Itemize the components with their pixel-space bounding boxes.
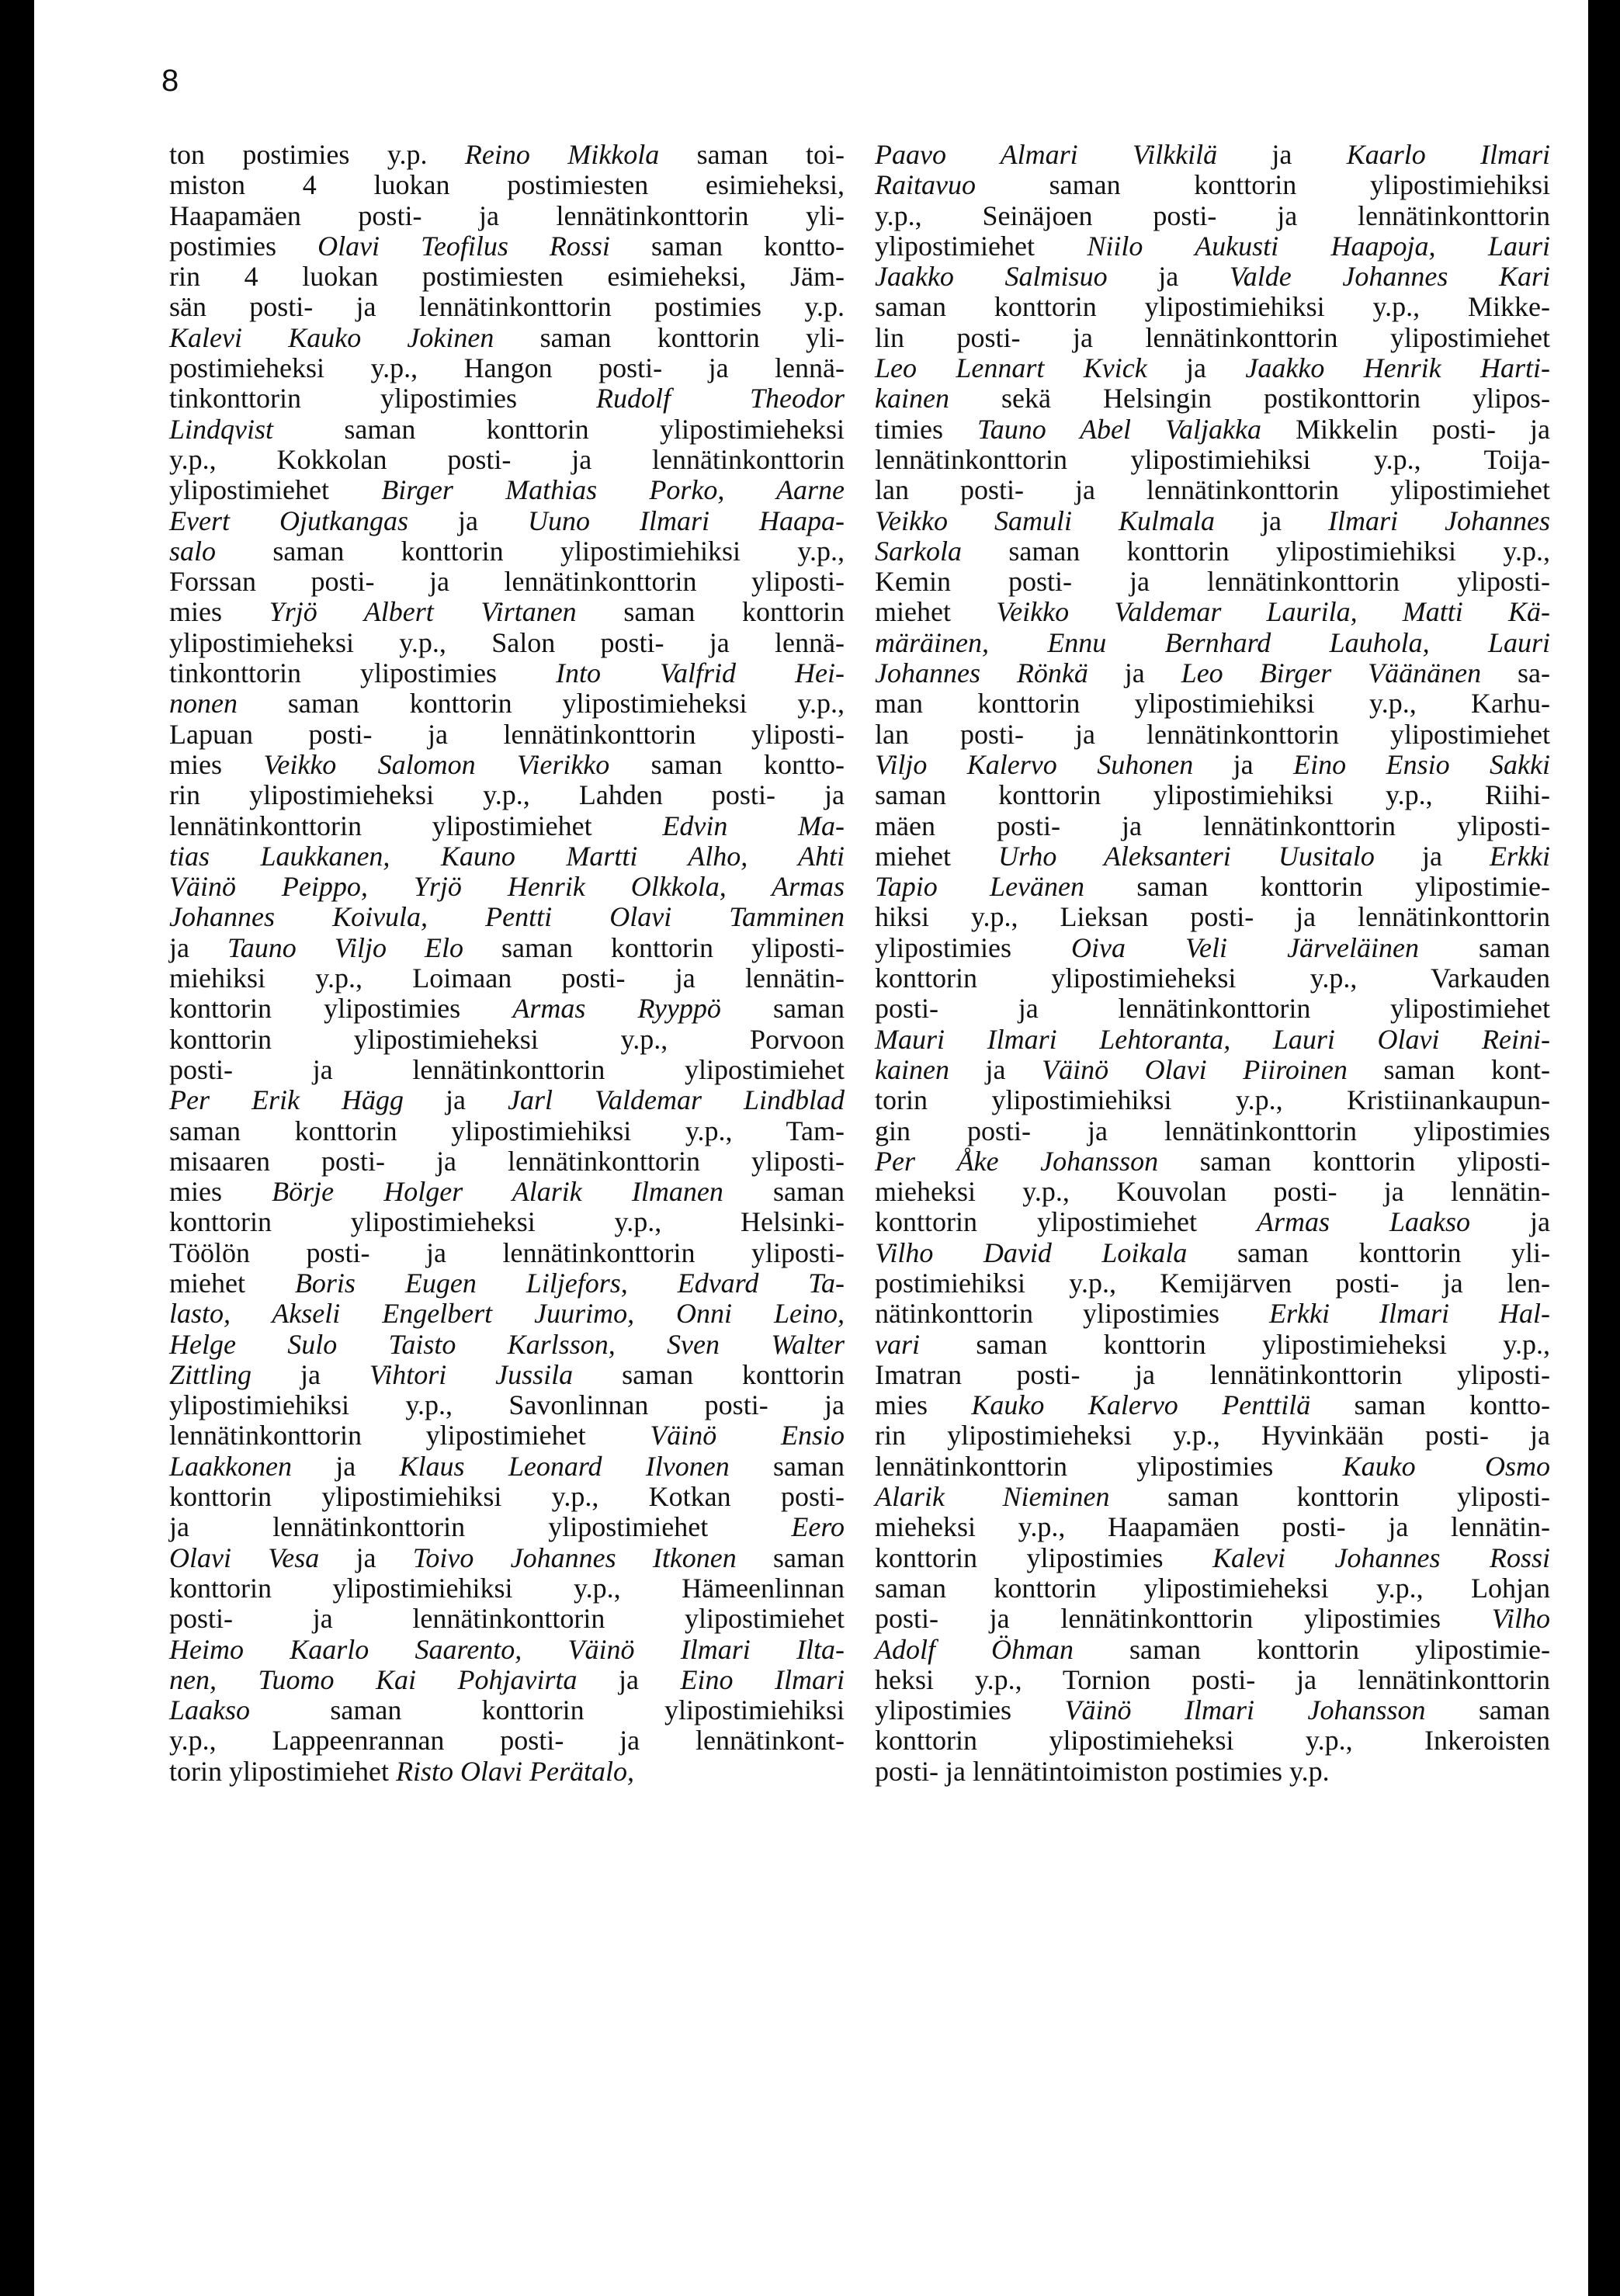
text-line: nen, Tuomo Kai Pohjavirta ja Eino Ilmari xyxy=(169,1663,845,1695)
text-line: Sarkola saman konttorin ylipostimiehiksi y.p., xyxy=(875,535,1550,567)
text-line: torin ylipostimiehiksi y.p., Kristiinankaupun- xyxy=(875,1084,1550,1116)
text-line: sän posti- ja lennätinkonttorin postimies y.p. xyxy=(169,291,845,323)
text-line: saman konttorin ylipostimiehiksi y.p., Tam- xyxy=(169,1115,845,1146)
text-line: Viljo Kalervo Suhonen ja Eino Ensio Sakki xyxy=(875,748,1550,780)
text-line: postimieheksi y.p., Hangon posti- ja lennä- xyxy=(169,352,845,384)
text-line: mieheksi y.p., Haapamäen posti- ja lennätin- xyxy=(875,1511,1550,1543)
text-line: lennätinkonttorin ylipostimiehiksi y.p., Toija- xyxy=(875,443,1550,475)
text-line: Laakkonen ja Klaus Leonard Ilvonen saman xyxy=(169,1450,845,1482)
text-line: ylipostimiehet Birger Mathias Porko, Aarne xyxy=(169,474,845,506)
text-line: miehet Boris Eugen Liljefors, Edvard Ta- xyxy=(169,1267,845,1299)
text-line: lennätinkonttorin ylipostimiehet Väinö Ensio xyxy=(169,1420,845,1451)
text-line: Jaakko Salmisuo ja Valde Johannes Kari xyxy=(875,261,1550,293)
text-line: Per Erik Hägg ja Jarl Valdemar Lindblad xyxy=(169,1084,845,1116)
text-column-left xyxy=(169,140,845,1787)
scan-border-right xyxy=(1588,0,1620,2296)
text-line: konttorin ylipostimieheksi y.p., Varkauden xyxy=(875,962,1550,994)
text-line: Alarik Nieminen saman konttorin yliposti- xyxy=(875,1481,1551,1513)
text-line: Imatran posti- ja lennätinkonttorin yliposti- xyxy=(875,1358,1550,1390)
text-line: saman konttorin ylipostimieheksi y.p., Lohjan xyxy=(875,1572,1550,1604)
text-line: rin ylipostimieheksi y.p., Hyvinkään posti- ja xyxy=(875,1420,1550,1451)
text-line: tias Laukkanen, Kauno Martti Alho, Ahti xyxy=(169,840,845,872)
text-line: lan posti- ja lennätinkonttorin ylipostimiehet xyxy=(875,474,1550,506)
text-line: konttorin ylipostimieheksi y.p., Helsinki- xyxy=(169,1206,845,1238)
page-number: 8 xyxy=(161,64,179,98)
text-line: Zittling ja Vihtori Jussila saman konttorin xyxy=(169,1358,845,1390)
text-line: nonen saman konttorin ylipostimieheksi y.p., xyxy=(169,688,845,720)
text-line: Heimo Kaarlo Saarento, Väinö Ilmari Ilta- xyxy=(169,1633,845,1665)
text-line: y.p., Seinäjoen posti- ja lennätinkonttorin xyxy=(875,199,1550,231)
text-line: ylipostimiehet Niilo Aukusti Haapoja, Lauri xyxy=(875,230,1550,262)
text-line: mies Veikko Salomon Vierikko saman kontto- xyxy=(169,748,845,780)
text-line: konttorin ylipostimiehet Armas Laakso ja xyxy=(875,1206,1550,1238)
text-line: vari saman konttorin ylipostimieheksi y.p., xyxy=(875,1328,1550,1360)
scan-border-left xyxy=(0,0,34,2296)
text-line: märäinen, Ennu Bernhard Lauhola, Lauri xyxy=(875,626,1550,658)
text-line: Laakso saman konttorin ylipostimiehiksi xyxy=(169,1694,845,1726)
text-line: Evert Ojutkangas ja Uuno Ilmari Haapa- xyxy=(169,505,845,536)
text-line: posti- ja lennätinkonttorin ylipostimiehet xyxy=(875,993,1550,1025)
text-line: posti- ja lennätinkonttorin ylipostimies Vilho xyxy=(875,1603,1550,1635)
text-line: saman konttorin ylipostimiehiksi y.p., Riihi- xyxy=(875,779,1550,811)
text-line: saman konttorin ylipostimiehiksi y.p., Mikke- xyxy=(875,291,1550,323)
text-line: Johannes Koivula, Pentti Olavi Tamminen xyxy=(169,901,845,933)
text-line: Lindqvist saman konttorin ylipostimieheksi xyxy=(169,413,845,445)
text-line: Johannes Rönkä ja Leo Birger Väänänen sa- xyxy=(875,657,1551,689)
text-line: Kalevi Kauko Jokinen saman konttorin yli- xyxy=(169,321,845,353)
text-line: Väinö Peippo, Yrjö Henrik Olkkola, Armas xyxy=(169,871,845,903)
text-line: hiksi y.p., Lieksan posti- ja lennätinkonttorin xyxy=(875,901,1550,933)
text-line: miehiksi y.p., Loimaan posti- ja lennätin- xyxy=(169,962,845,994)
text-line: Helge Sulo Taisto Karlsson, Sven Walter xyxy=(169,1328,845,1360)
text-line: y.p., Lappeenrannan posti- ja lennätinkont- xyxy=(169,1725,845,1757)
text-line: Per Åke Johansson saman konttorin yliposti- xyxy=(875,1145,1550,1177)
text-line: rin ylipostimieheksi y.p., Lahden posti- ja xyxy=(169,779,845,811)
text-line: Haapamäen posti- ja lennätinkonttorin yli- xyxy=(169,199,845,231)
text-line: mäen posti- ja lennätinkonttorin yliposti- xyxy=(875,810,1550,841)
text-line: Raitavuo saman konttorin ylipostimiehiksi xyxy=(875,169,1550,201)
text-line: lan posti- ja lennätinkonttorin ylipostimiehet xyxy=(875,718,1550,750)
text-line: konttorin ylipostimies Armas Ryyppö saman xyxy=(169,993,845,1025)
text-line: Paavo Almari Vilkkilä ja Kaarlo Ilmari xyxy=(875,139,1550,170)
text-line: Tapio Levänen saman konttorin ylipostimie- xyxy=(875,871,1550,903)
text-line: Forssan posti- ja lennätinkonttorin yliposti- xyxy=(169,566,845,598)
text-line: lin posti- ja lennätinkonttorin ylipostimiehet xyxy=(875,321,1550,353)
text-line: mies Yrjö Albert Virtanen saman konttorin xyxy=(169,596,845,628)
text-line: Adolf Öhman saman konttorin ylipostimie- xyxy=(875,1633,1551,1665)
text-column-right xyxy=(875,140,1550,1787)
text-line: mieheksi y.p., Kouvolan posti- ja lennätin- xyxy=(875,1176,1550,1208)
text-line: konttorin ylipostimies Kalevi Johannes Rossi xyxy=(875,1542,1550,1573)
text-line: mies Börje Holger Alarik Ilmanen saman xyxy=(169,1176,845,1208)
text-line: Kemin posti- ja lennätinkonttorin yliposti- xyxy=(875,566,1550,598)
text-line: lennätinkonttorin ylipostimiehet Edvin Ma- xyxy=(169,810,845,841)
text-line: kainen ja Väinö Olavi Piiroinen saman kont- xyxy=(875,1053,1551,1085)
text-line: Vilho David Loikala saman konttorin yli- xyxy=(875,1236,1550,1268)
text-line: tinkonttorin ylipostimies Into Valfrid Hei- xyxy=(169,657,845,689)
text-line: ton postimies y.p. Reino Mikkola saman toi- xyxy=(169,139,845,170)
text-line: man konttorin ylipostimiehiksi y.p., Karhu- xyxy=(875,688,1550,720)
text-line: postimiehiksi y.p., Kemijärven posti- ja len- xyxy=(875,1267,1550,1299)
text-line: konttorin ylipostimieheksi y.p., Inkeroisten xyxy=(875,1725,1550,1757)
text-line: miehet Urho Aleksanteri Uusitalo ja Erkki xyxy=(875,840,1551,872)
text-line: Olavi Vesa ja Toivo Johannes Itkonen saman xyxy=(169,1542,845,1573)
text-line: lasto, Akseli Engelbert Juurimo, Onni Leino, xyxy=(169,1298,845,1330)
text-line: Töölön posti- ja lennätinkonttorin yliposti- xyxy=(169,1236,845,1268)
text-line: rin 4 luokan postimiesten esimieheksi, Jäm- xyxy=(169,261,845,293)
text-line: gin posti- ja lennätinkonttorin ylipostimies xyxy=(875,1115,1550,1146)
text-line: misaaren posti- ja lennätinkonttorin yliposti- xyxy=(169,1145,845,1177)
text-line: mies Kauko Kalervo Penttilä saman kontto- xyxy=(875,1389,1550,1421)
text-line: salo saman konttorin ylipostimiehiksi y.p., xyxy=(169,535,845,567)
text-line: ylipostimieheksi y.p., Salon posti- ja lennä- xyxy=(169,626,845,658)
text-line: nätinkonttorin ylipostimies Erkki Ilmari Hal- xyxy=(875,1298,1550,1330)
text-line: posti- ja lennätinkonttorin ylipostimiehet xyxy=(169,1603,845,1635)
text-line: Leo Lennart Kvick ja Jaakko Henrik Harti- xyxy=(875,352,1551,384)
text-line: miston 4 luokan postimiesten esimieheksi, xyxy=(169,169,845,201)
text-line: ja Tauno Viljo Elo saman konttorin yliposti- xyxy=(169,931,845,963)
text-line: tinkonttorin ylipostimies Rudolf Theodor xyxy=(169,383,845,414)
text-line: lennätinkonttorin ylipostimies Kauko Osmo xyxy=(875,1450,1550,1482)
text-line: torin ylipostimiehet Risto Olavi Perätalo, xyxy=(169,1755,634,1787)
text-line: postimies Olavi Teofilus Rossi saman kontto- xyxy=(169,230,845,262)
text-line: Mauri Ilmari Lehtoranta, Lauri Olavi Reini- xyxy=(875,1023,1550,1055)
text-line: heksi y.p., Tornion posti- ja lennätinkonttorin xyxy=(875,1663,1550,1695)
text-line: posti- ja lennätinkonttorin ylipostimiehet xyxy=(169,1053,845,1085)
text-line: konttorin ylipostimieheksi y.p., Porvoon xyxy=(169,1023,845,1055)
text-line: ja lennätinkonttorin ylipostimiehet Eero xyxy=(169,1511,845,1543)
text-line: konttorin ylipostimiehiksi y.p., Hämeenlinnan xyxy=(169,1572,845,1604)
text-line: miehet Veikko Valdemar Laurila, Matti Kä- xyxy=(875,596,1550,628)
text-line: Lapuan posti- ja lennätinkonttorin yliposti- xyxy=(169,718,845,750)
text-line: y.p., Kokkolan posti- ja lennätinkonttorin xyxy=(169,443,845,475)
text-line: Veikko Samuli Kulmala ja Ilmari Johannes xyxy=(875,505,1551,536)
text-line: ylipostimies Oiva Veli Järveläinen saman xyxy=(875,931,1550,963)
text-line: kainen sekä Helsingin postikonttorin ylipos- xyxy=(875,383,1550,414)
text-line: ylipostimies Väinö Ilmari Johansson saman xyxy=(875,1694,1550,1726)
text-line: ylipostimiehiksi y.p., Savonlinnan posti- ja xyxy=(169,1389,845,1421)
text-line: timies Tauno Abel Valjakka Mikkelin posti- ja xyxy=(875,413,1551,445)
text-line: konttorin ylipostimiehiksi y.p., Kotkan posti- xyxy=(169,1481,845,1513)
text-line: posti- ja lennätintoimiston postimies y.p. xyxy=(875,1755,1330,1787)
